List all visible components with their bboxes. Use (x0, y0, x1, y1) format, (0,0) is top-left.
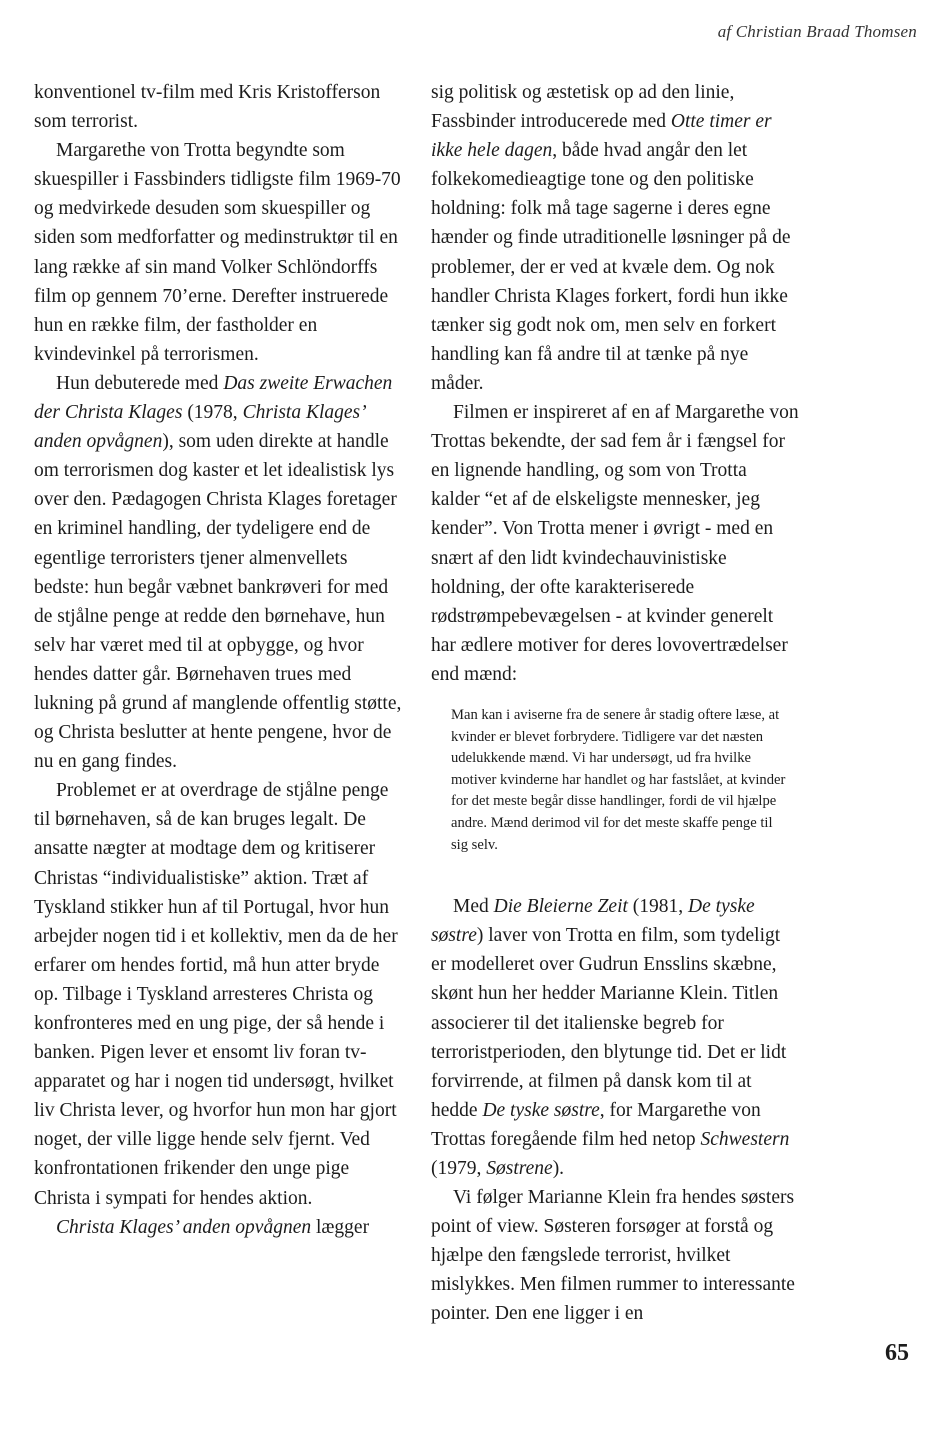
paragraph: Margarethe von Trotta begyndte som skuespiller i Fassbinders tidligste film 1969-70 og medvirkede desuden som skuespiller og siden som medforfatter og medinstruktør til en lang række af sin mand Volker Schlöndorffs film op gennem 70’erne. Derefter instruerede hun en række film, der fastholder en kvindevinkel på terrorismen. (34, 140, 401, 365)
paragraph: Vi følger Marianne Klein fra hendes søsters point of view. Søsteren forsøger at forstå og hjælpe den fængslede terrorist, hvilket mislykkes. Men filmen rummer to interessante pointer. Den ene ligger i en (431, 1187, 795, 1325)
film-title: Die Bleierne Zeit (493, 896, 628, 918)
film-title: De tyske søstre (482, 1099, 600, 1121)
text-span: ) laver von Trotta en film, som tydeligt er modelleret over Gudrun Ensslins skæbne, skønt hun her hedder Marianne Klein. Titlen associerer til det italienske begreb for terroristperioden, den blytunge tid. Det er lidt forvirrende, at filmen på dansk kom til at hedde (431, 925, 787, 1121)
paragraph (34, 1213, 402, 1242)
text-span: (1981, (627, 896, 689, 918)
left-column (34, 78, 402, 1242)
film-title: Christa Klages’ anden opvågnen (56, 1216, 312, 1238)
film-title: Schwestern (700, 1128, 790, 1150)
text-span: ), som uden direkte at handle om terrorismen dog kaster et let idealistisk lys over den. Pædagogen Christa Klages foretager en kriminel handling, der tydeligere end de egentlige terroristers tjener almenvellets bedste: hun begår væbnet bankrøveri for med de stjålne penge at redde den børnehave, hun selv har været med til at opbygge, og hvor hendes datter går. Børnehaven trues med lukning på grund af manglende offentlig støtte, og Christa beslutter at hente pengene, hvor de nu en gang findes. (34, 431, 402, 773)
text-span: (1978, (182, 402, 243, 424)
text-span: , både hvad angår den let folkekomedieagtige tone og den politiske holdning: folk må tage sagerne i deres egne hænder og finde utraditionelle løsninger på de problemer, der er ved at kvæle dem. Og nok handler Christa Klages forkert, fordi hun ikke tænker sig godt nok om, men selv en forkert handling kan få andre til at tænke på nye måder. (431, 140, 791, 394)
page-number: 65 (885, 1340, 909, 1366)
text-span: , for Margarethe von Trottas foregående film hed netop (431, 1099, 761, 1150)
block-quote: Man kan i aviserne fra de senere år stadig oftere læse, at kvinder er blevet forbrydere. Tidligere var det næsten udelukkende mænd. Vi har undersøgt, ud fra hvilke motiver kvinderne har handlet og har fastslået, at kvinder for det meste begår disse handlinger, fordi de vil hjælpe andre. Mænd derimod vil for det meste skaffe penge til sig selv. (451, 706, 786, 853)
paragraph: konventionel tv-film med Kris Kristofferson som terrorist. (34, 82, 381, 133)
film-title: Das zweite Erwachen der Christa Klages (34, 372, 393, 424)
text-span: (1979, (431, 1157, 487, 1179)
film-title: Christa Klages’ anden opvågnen (34, 402, 365, 453)
paragraph: Filmen er inspireret af en af Margarethe von Trottas bekendte, der sad fem år i fængsel for en lignende handling, og som von Trotta kalder “et af de elskeligste mennesker, jeg kender”. Von Trotta mener i øvrigt - med en snært af den lidt kvindechauvinistiske holdning, der ofte karakteriserede rødstrømpebevægelsen - at kvinder generelt har ædlere motiver for deres lovovertrædelser end mænd: (431, 402, 799, 685)
paragraph (34, 369, 402, 776)
paragraph (431, 78, 799, 398)
film-title: Søstrene (486, 1157, 553, 1179)
text-span: lægger (311, 1216, 370, 1238)
text-span: Hun debuterede med (56, 372, 224, 394)
text-span: ). (552, 1157, 565, 1179)
film-title: Otte timer er ikke hele dagen (431, 111, 772, 162)
running-head: af Christian Braad Thomsen (717, 22, 917, 41)
paragraph (431, 892, 799, 1183)
text-span: sig politisk og æstetisk op ad den linie, Fassbinder introducerede med (431, 82, 735, 133)
paragraph: Problemet er at overdrage de stjålne penge til børnehaven, så de kan bruges legalt. De ansatte nægter at modtage dem og kritiserer Christas “individualistiske” aktion. Træt af Tyskland stikker hun af til Portugal, hvor hun arbejder nogen tid i et kollektiv, men da de her erfarer om hendes fortid, må hun atter bryde op. Tilbage i Tyskland arresteres Christa og konfronteres med en ung pige, der så hende i banken. Pigen lever et ensomt liv foran tv-apparatet og har i nogen tid undersøgt, hvilket liv Christa lever, og hvorfor hun mon har gjort noget, der ville ligge hende selv fjernt. Ved konfrontationen frikender den unge pige Christa i sympati for hendes aktion. (34, 780, 398, 1209)
text-span: Med (453, 896, 494, 918)
film-title: De tyske søstre (431, 896, 755, 947)
right-column (431, 78, 799, 1329)
